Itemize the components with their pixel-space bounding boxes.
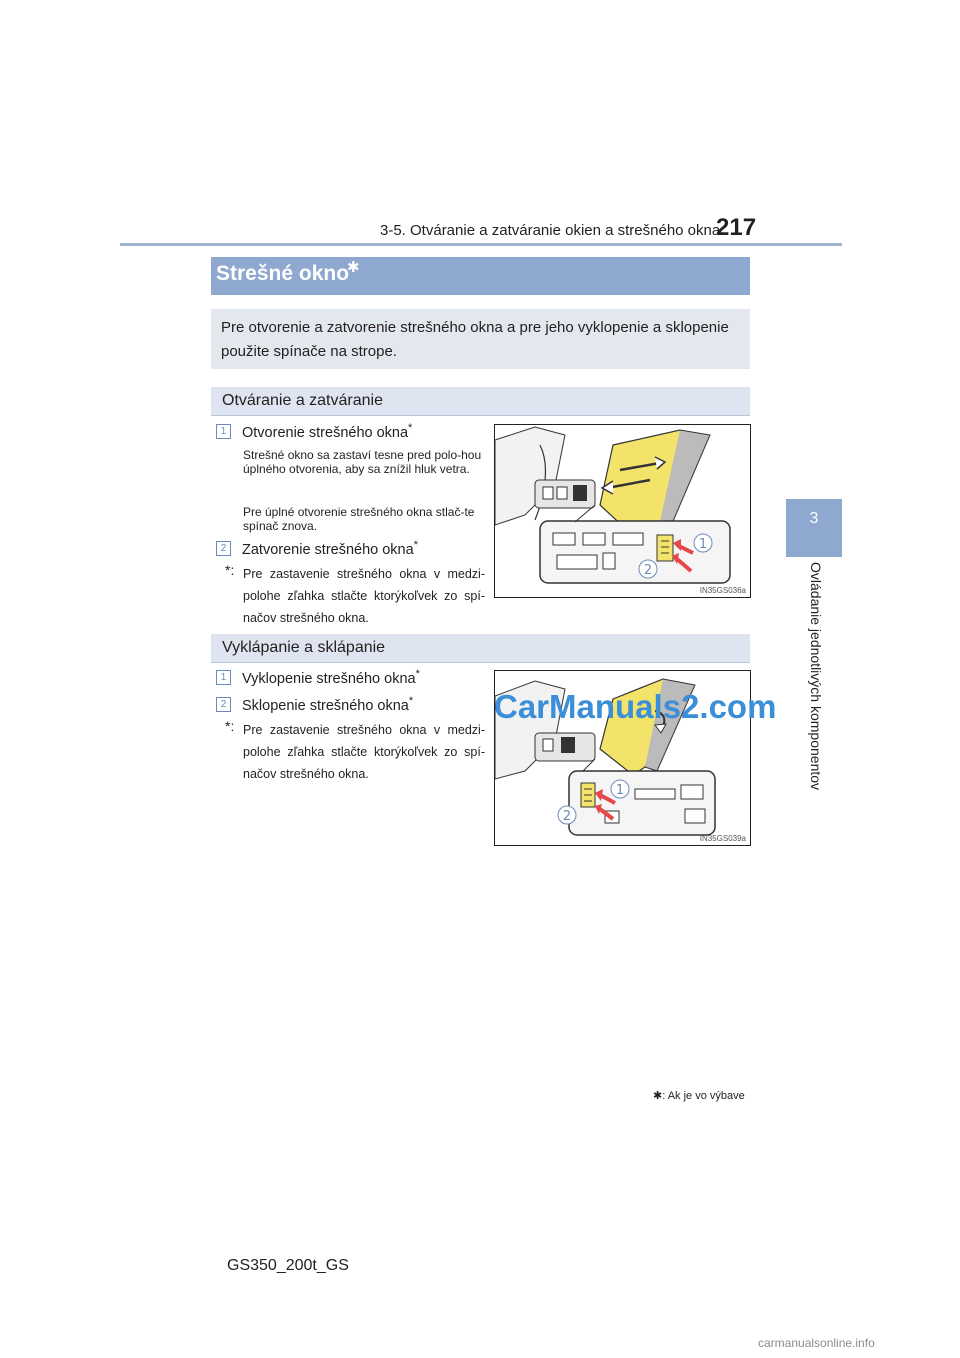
chapter-number: 3 [809,510,819,527]
footnote [653,1089,745,1102]
callout-1: 1 [698,537,708,552]
item-label: Vyklopenie strešného okna [242,670,416,687]
image-code: IN35GS036a [699,586,746,595]
item-close-sunroof [242,539,418,558]
callout-2: 2 [643,563,653,578]
note-text: Pre zastavenie strešného okna v medzi-polohe zľahka stlačte ktorýkoľvek zo spí-načov strešného okna. [243,723,485,781]
detail-text: Strešné okno sa zastaví tesne pred polo-hou úplného otvorenia, aby sa znížil hluk vetra. [243,448,482,476]
section-title: Strešné okno [216,262,350,285]
footnote-text: : Ak je vo výbave [662,1090,745,1102]
note-mark: *: [225,562,235,578]
item-tilt-down [242,695,413,714]
item-number-badge: 2 [216,541,231,556]
subsection-title-open-close: Otváranie a zatváranie [222,392,383,409]
chapter-tab [786,499,842,557]
header-rule [120,243,842,246]
sunroof-switch-drawing [495,425,750,597]
illustration-open-close [494,424,751,598]
item-number-badge: 1 [216,424,231,439]
footnote-mark: ✱ [653,1090,663,1102]
item-mark: * [413,539,418,551]
subsection-title-tilt: Vyklápanie a sklápanie [222,639,386,656]
item-mark: * [415,668,420,680]
note-mark: *: [225,718,235,734]
item-open-sunroof [242,422,412,441]
callout-1: 1 [615,783,625,798]
callout-2: 2 [562,809,572,824]
item-label: Zatvorenie strešného okna [242,541,414,558]
intro-text: Pre otvorenie a zatvorenie strešného okna a pre jeho vyklopenie a sklopenie použite spínače na strope. [221,319,729,360]
detail-text: Pre úplné otvorenie strešného okna stlač-te spínač znova. [243,505,475,533]
site-watermark: carmanualsonline.info [758,1336,875,1350]
note-text: Pre zastavenie strešného okna v medzi-polohe zľahka stlačte ktorýkoľvek zo spí-načov strešného okna. [243,567,485,625]
item-label: Otvorenie strešného okna [242,424,409,441]
chapter-label: Ovládanie jednotlivých komponentov [808,562,824,791]
running-header: 3-5. Otváranie a zatváranie okien a strešného okna [380,222,721,239]
item-number-badge: 2 [216,697,231,712]
watermark: CarManuals2.com [494,688,777,725]
page-number: 217 [716,214,757,241]
item-mark: * [408,422,413,434]
item-mark: * [408,695,414,707]
option-mark-icon: ✱ [347,259,360,276]
image-code: IN35GS039a [699,834,746,843]
item-tilt-up [242,668,420,687]
footer-model: GS350_200t_GS [227,1257,349,1274]
item-label: Sklopenie strešného okna [242,697,409,714]
item-number-badge: 1 [216,670,231,685]
